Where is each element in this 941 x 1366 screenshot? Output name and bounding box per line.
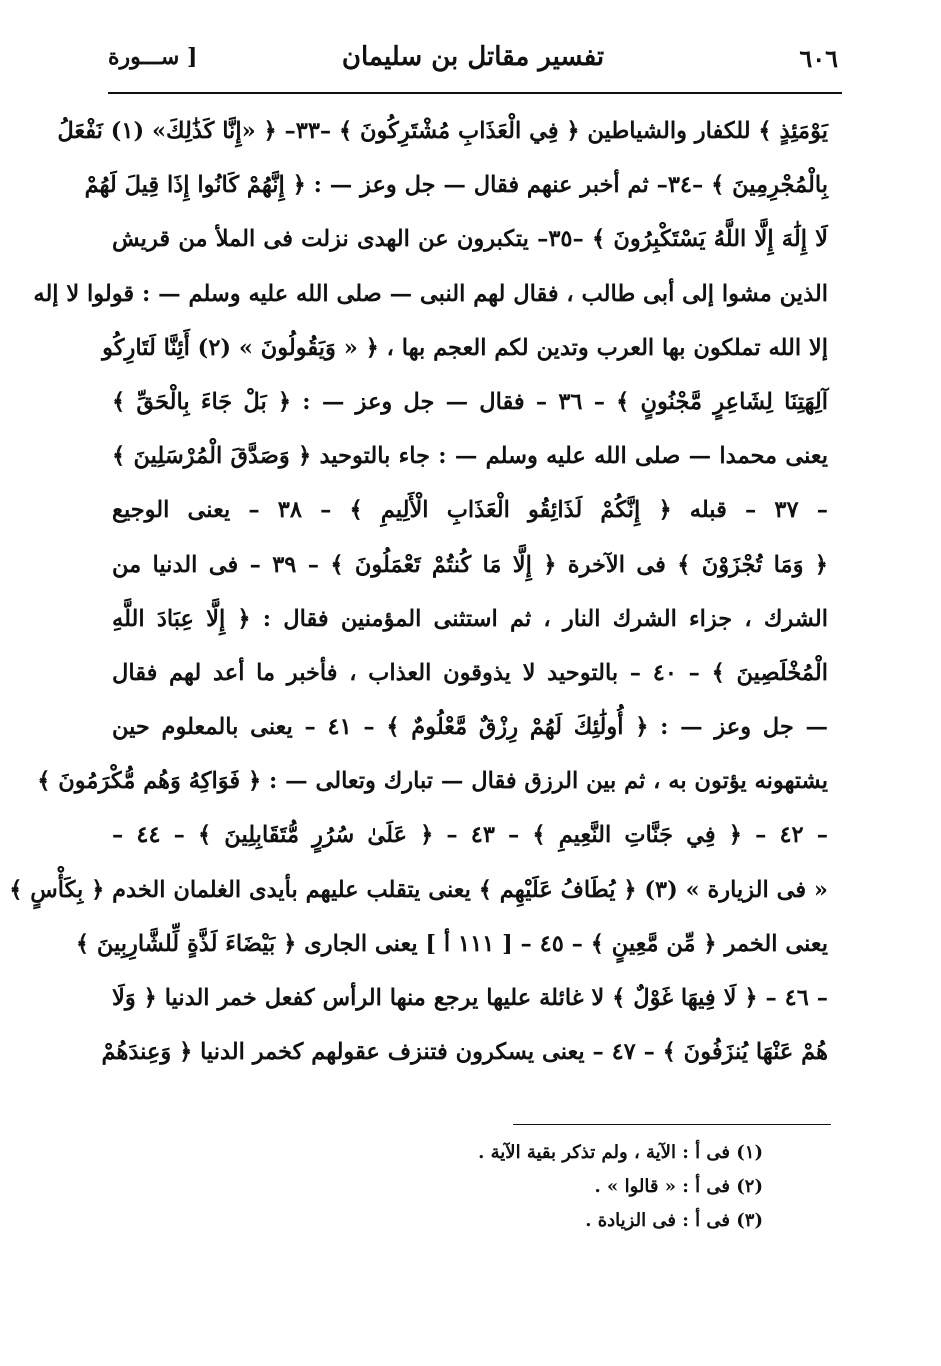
footnote: (٣) فى أ : فى الزيادة . — [585, 1210, 763, 1231]
text-line: بِالْمُجْرِمِينَ ﴾ –٣٤– ثم أخبر عنهم فقال — جل وعز — : ﴿ إِنَّهُمْ كَانُوا إِذَا قِيلَ لَهُمْ — [84, 172, 828, 199]
page-number: ٦٠٦ — [799, 44, 838, 73]
surah-label: [ ســـورة — [108, 44, 198, 70]
footnote: (٢) فى أ : « قالوا » . — [594, 1176, 763, 1197]
text-line: آلِهَتِنَا لِشَاعِرٍ مَّجْنُونٍ ﴾ – ٣٦ – فقال — جل وعز — : ﴿ بَلْ جَاءَ بِالْحَقِّ ﴾ — [112, 388, 828, 415]
text-line: – ٣٧ – قبله ﴿ إِنَّكُمْ لَذَائِقُو الْعَذَابِ الْأَلِيمِ ﴾ – ٣٨ – يعنى الوجيع — [112, 497, 828, 524]
footnotes — [343, 1136, 763, 1238]
main-text — [9, 104, 828, 1079]
text-line: يشتهونه يؤتون به ، ثم بين الرزق فقال — تبارك وتعالى — : ﴿ فَوَاكِهُ وَهُم مُّكْرَمُونَ ﴾ — [37, 768, 828, 795]
text-line: الذين مشوا إلى أبى طالب ، فقال لهم النبى — صلى الله عليه وسلم — : قولوا لا إله — [33, 280, 828, 307]
header-divider — [108, 92, 842, 94]
text-line: « فى الزيارة » (٣) ﴿ يُطَافُ عَلَيْهِم ﴾ يعنى يتقلب عليهم بأيدى الغلمان الخدم ﴿ بِكَأْسٍ ﴾ — [9, 876, 828, 903]
footnote-divider — [513, 1124, 831, 1125]
text-line: يعنى محمدا — صلى الله عليه وسلم — : جاء بالتوحيد ﴿ وَصَدَّقَ الْمُرْسَلِينَ ﴾ — [112, 443, 828, 470]
text-line: هُمْ عَنْهَا يُنزَفُونَ ﴾ – ٤٧ – يعنى يسكرون فتنزف عقولهم كخمر الدنيا ﴿ وَعِندَهُمْ — [101, 1039, 828, 1066]
text-line: الشرك ، جزاء الشرك النار ، ثم استثنى المؤمنين فقال : ﴿ إِلَّا عِبَادَ اللَّهِ — [112, 605, 828, 632]
text-line: لَا إِلَٰهَ إِلَّا اللَّهُ يَسْتَكْبِرُونَ ﴾ –٣٥– يتكبرون عن الهدى نزلت فى الملأ من قريش — [112, 226, 828, 253]
text-line: الْمُخْلَصِينَ ﴾ – ٤٠ – بالتوحيد لا يذوقون العذاب ، فأخبر ما أعد لهم فقال — [112, 659, 828, 686]
footnote: (١) فى أ : الآية ، ولم تذكر بقية الآية . — [478, 1142, 763, 1163]
page-header — [108, 40, 838, 84]
text-line: — جل وعز — : ﴿ أُولَٰئِكَ لَهُمْ رِزْقٌ مَّعْلُومٌ ﴾ – ٤١ – يعنى بالمعلوم حين — [112, 714, 828, 741]
text-line: ﴿ وَمَا تُجْزَوْنَ ﴾ فى الآخرة ﴿ إِلَّا مَا كُنتُمْ تَعْمَلُونَ ﴾ – ٣٩ – فى الدنيا من — [112, 551, 828, 578]
text-line: إلا الله تملكون بها العرب وتدين لكم العجم بها ، ﴿ « وَيَقُولُونَ » (٢) أَئِنَّا لَتَارِكُو — [102, 334, 828, 361]
text-line: يعنى الخمر ﴿ مِّن مَّعِينٍ ﴾ – ٤٥ – [ ١١١ أ ] يعنى الجارى ﴿ بَيْضَاءَ لَذَّةٍ لِّلشَّارِبِينَ ﴾ — [75, 930, 828, 957]
text-line: – ٤٦ – ﴿ لَا فِيهَا غَوْلٌ ﴾ لا غائلة عليها يرجع منها الرأس كفعل خمر الدنيا ﴿ وَلَا — [112, 985, 828, 1011]
text-line: – ٤٢ – ﴿ فِي جَنَّاتِ النَّعِيمِ ﴾ – ٤٣ – ﴿ عَلَىٰ سُرُرٍ مُّتَقَابِلِينَ ﴾ – ٤٤ – — [112, 822, 828, 849]
running-title: تفسير مقاتل بن سليمان — [341, 42, 605, 72]
text-line: يَوْمَئِذٍ ﴾ للكفار والشياطين ﴿ فِي الْعَذَابِ مُشْتَرِكُونَ ﴾ –٣٣– ﴿ «إِنَّا كَذَٰلِكَ» (١) نَفْعَلُ — [57, 118, 828, 144]
